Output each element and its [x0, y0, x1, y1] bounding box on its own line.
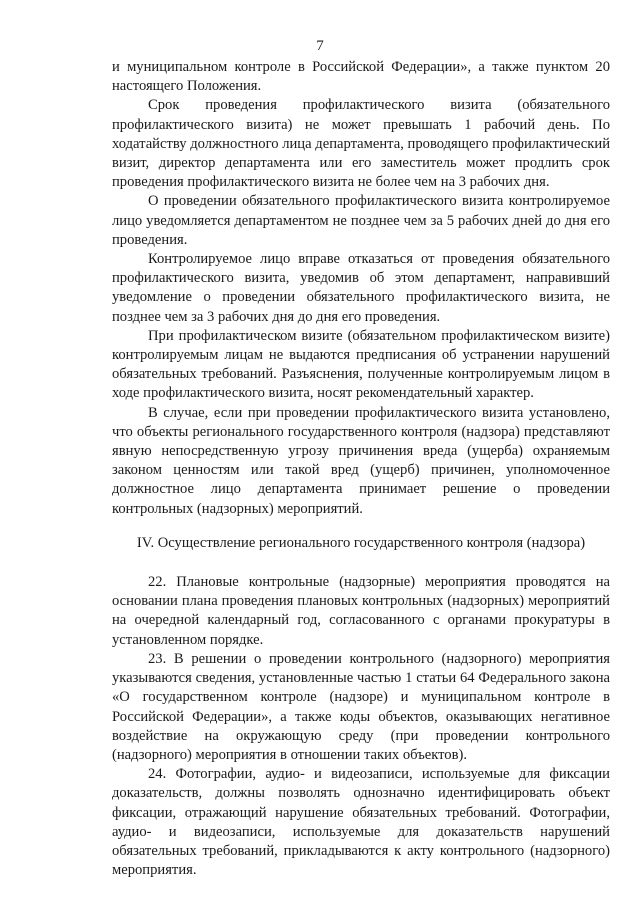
paragraph-visit-no-orders: При профилактическом визите (обязательном профилактическом визите) контролируемым лицам не выдаются предписания об устранении нарушений обязательных требований. Разъяснения, полученные контролируемым лицом в ходе профилактического визита, носят рекомендательный характер.	[112, 327, 610, 402]
page-number: 7	[316, 38, 324, 54]
paragraph-visit-refusal: Контролируемое лицо вправе отказаться от проведения обязательного профилактического визита, уведомив об этом департамент, направивший уведомление о проведении обязательного профилактического визита, не позднее чем за 3 рабочих дня до дня его проведения.	[112, 251, 610, 325]
paragraph-visit-threat: В случае, если при проведении профилактического визита установлено, что объекты регионального государственного контроля (надзора) представляют явную непосредственную угрозу причинения вреда (ущерба) охраняемым законом ценностям или такой вред (ущерб) причинен, уполномоченное должностное лицо департамента принимает решение о проведении контрольных (надзорных) мероприятий.	[112, 404, 610, 517]
paragraph-22: 22. Плановые контрольные (надзорные) мероприятия проводятся на основании плана проведения плановых контрольных (надзорных) мероприятий на очередной календарный год, согласованного с органами прокуратуры в установленном порядке.	[112, 574, 610, 648]
paragraph-visit-notice: О проведении обязательного профилактического визита контролируемое лицо уведомляется департаментом не позднее чем за 5 рабочих дней до дня его проведения.	[112, 193, 610, 248]
paragraph-visit-duration: Срок проведения профилактического визита (обязательного профилактического визита) не может превышать 1 рабочий день. По ходатайству должностного лица департамента, проводящего профилактический визит, директор департамента или его заместитель может продлить срок проведения профилактического визита не более чем на 3 рабочих дня.	[112, 97, 610, 191]
paragraph-24: 24. Фотографии, аудио- и видеозаписи, используемые для фиксации доказательств, должны позволять однозначно идентифицировать объект фиксации, отражающий нарушение обязательных требований. Фотографии, аудио- и видеозаписи, используемые для доказательств нарушений обязательных требований, прикладываются к акту контрольного (надзорного) мероприятия.	[112, 766, 610, 879]
paragraph-continuation: и муниципальном контроле в Российской Федерации», а также пунктом 20 настоящего Положения.	[112, 59, 610, 95]
document-body	[112, 58, 610, 880]
paragraph-23: 23. В решении о проведении контрольного (надзорного) мероприятия указываются сведения, установленные частью 1 статьи 64 Федерального закона «О государственном контроле (надзоре) и муниципальном контроле в Российской Федерации», а также коды объектов, оказывающих негативное воздействие на окружающую среду (при проведении контрольного (надзорного) мероприятия в отношении таких объектов).	[112, 650, 610, 763]
section-heading: IV. Осуществление регионального государственного контроля (надзора)	[136, 534, 586, 551]
